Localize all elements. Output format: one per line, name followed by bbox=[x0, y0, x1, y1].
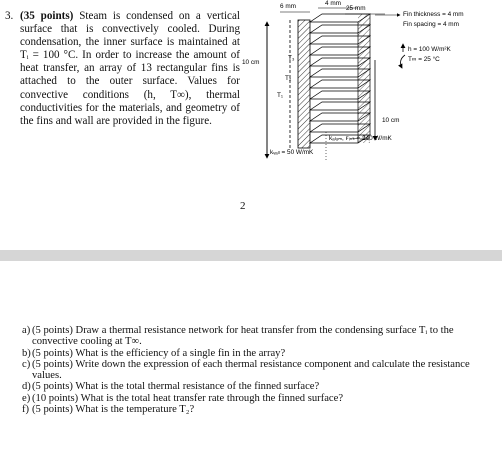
question-item-f: f) (5 points) What is the temperature T₂? bbox=[22, 404, 195, 416]
question-item-e: e) (10 points) What is the total heat transfer rate through the finned surface? bbox=[22, 392, 344, 404]
k-wall-label: kᵥₐₗₗ = 50 W/mK bbox=[270, 149, 314, 156]
t2-label: T₂ bbox=[285, 75, 292, 82]
height-right-label: 10 cm bbox=[382, 117, 400, 124]
height-left-label: 10 cm bbox=[242, 59, 260, 66]
problem-text: Steam is condensed on a vertical surface that is convectively cooled. During condensation, the inner surface is maintained at Tᵢ = 100 °C. In order to increase the amount of heat transfer, an array of 13 rectangular fins is attached to the outer surface. Values for convective conditions (h, T∞), thermal conductivities for the materials, and geometry of the fins and wall are provided in the figure. bbox=[20, 10, 240, 127]
fin-array-figure bbox=[240, 0, 502, 175]
k-alum-label: kₐₗᵤₘ, ꜰᵢₙₛ = 240 W/mK bbox=[329, 135, 392, 142]
page-separator bbox=[0, 250, 502, 261]
t1-label: T₁ bbox=[277, 92, 284, 99]
question-list bbox=[10, 325, 495, 415]
question-item-b: b) (5 points) What is the efficiency of a single fin in the array? bbox=[22, 347, 286, 359]
dim-6mm-label: 6 mm bbox=[280, 3, 296, 10]
t-inf-label: T∞ = 25 °C bbox=[408, 56, 440, 63]
question-item-d: d) (5 points) What is the total thermal resistance of the finned surface? bbox=[22, 381, 320, 393]
page-number: 2 bbox=[240, 200, 246, 212]
problem-number: 3. bbox=[5, 10, 14, 22]
problem-statement bbox=[5, 10, 240, 128]
question-item-a: a) (5 points) Draw a thermal resistance network for heat transfer from the condensing surface Tᵢ to the convective cooling at T∞. bbox=[22, 325, 454, 348]
h-value-label: h = 100 W/m²K bbox=[408, 46, 451, 53]
dim-4mm-label: 4 mm bbox=[325, 0, 341, 7]
wall-section bbox=[298, 20, 310, 148]
question-item-c: c) (5 points) Write down the expression of each thermal resistance component and calculate the resistance values. bbox=[22, 358, 470, 382]
dim-25mm-label: 25 mm bbox=[346, 5, 366, 12]
fin-spacing-label: Fin spacing = 4 mm bbox=[403, 21, 459, 28]
t3-label: T₃ bbox=[288, 55, 295, 62]
fin-thickness-label: Fin thickness = 4 mm bbox=[403, 11, 464, 18]
problem-points: (35 points) bbox=[20, 10, 74, 22]
